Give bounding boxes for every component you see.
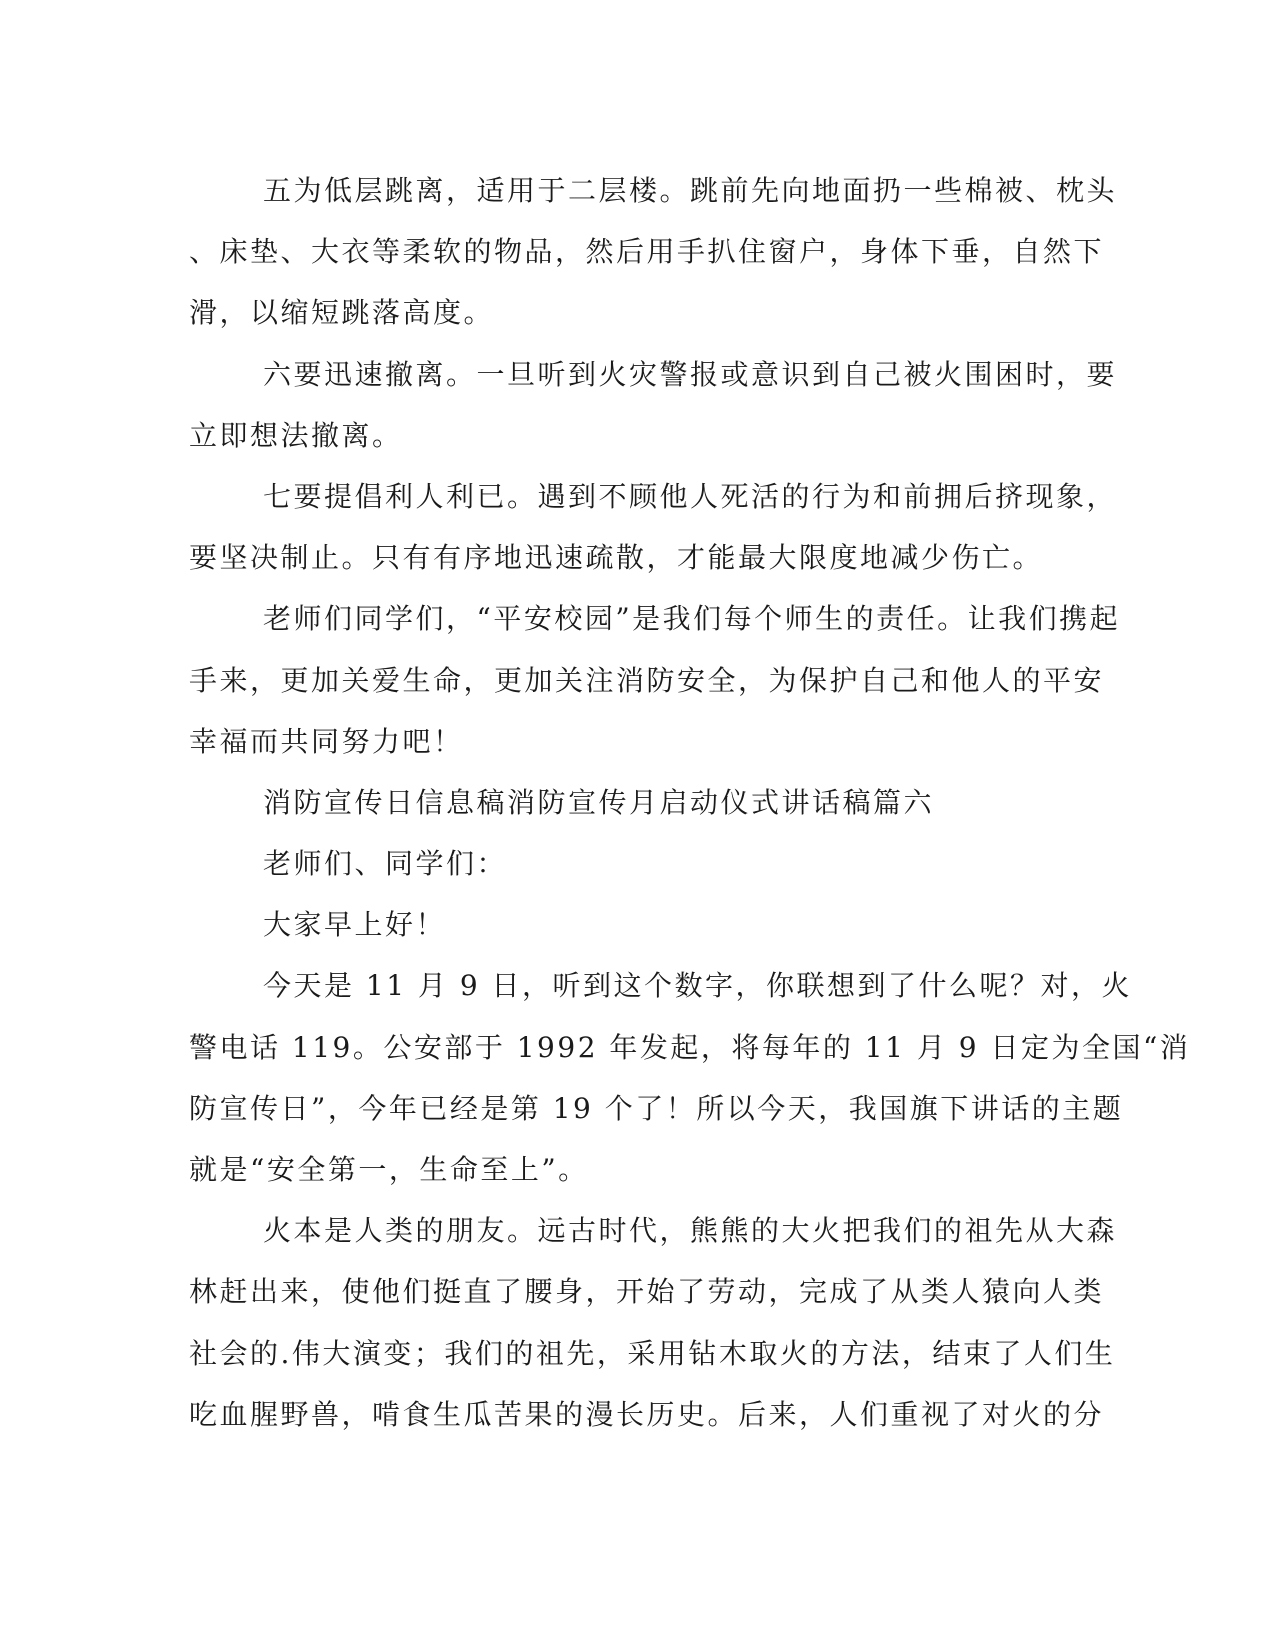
paragraph-line: 警电话 119。公安部于 1992 年发起，将每年的 11 月 9 日定为全国“消 — [189, 1030, 1191, 1064]
section-heading: 消防宣传日信息稿消防宣传月启动仪式讲话稿篇六 — [263, 785, 935, 819]
paragraph-line: 吃血腥野兽，啃食生瓜苦果的漫长历史。后来，人们重视了对火的分 — [189, 1397, 1105, 1431]
paragraph-line: 手来，更加关爱生命，更加关注消防安全，为保护自己和他人的平安 — [189, 663, 1105, 697]
paragraph-line: 防宣传日”，今年已经是第 19 个了！所以今天，我国旗下讲话的主题 — [189, 1091, 1124, 1125]
paragraph-line: 林赶出来，使他们挺直了腰身，开始了劳动，完成了从类人猿向人类 — [189, 1275, 1105, 1309]
paragraph-line: 幸福而共同努力吧！ — [189, 724, 464, 758]
paragraph-line: 立即想法撤离。 — [189, 418, 403, 452]
paragraph-line: 火本是人类的朋友。远古时代，熊熊的大火把我们的祖先从大森 — [263, 1214, 1118, 1248]
paragraph-line: 五为低层跳离，适用于二层楼。跳前先向地面扔一些棉被、枕头 — [263, 174, 1118, 207]
paragraph-line: 、床垫、大衣等柔软的物品，然后用手扒住窗户，身体下垂，自然下 — [189, 235, 1105, 269]
salutation: 老师们、同学们： — [263, 847, 508, 881]
greeting: 大家早上好！ — [263, 908, 447, 942]
paragraph-line: 七要提倡利人利已。遇到不顾他人死活的行为和前拥后挤现象， — [263, 479, 1118, 513]
paragraph-line: 六要迅速撤离。一旦听到火灾警报或意识到自己被火围困时，要 — [263, 357, 1118, 391]
paragraph-line: 社会的.伟大演变；我们的祖先，采用钻木取火的方法，结束了人们生 — [189, 1336, 1116, 1370]
paragraph-line: 今天是 11 月 9 日，听到这个数字，你联想到了什么呢？对，火 — [263, 969, 1133, 1003]
paragraph-line: 老师们同学们，“平安校园”是我们每个师生的责任。让我们携起 — [263, 602, 1121, 636]
paragraph-line: 滑，以缩短跳落高度。 — [189, 296, 495, 330]
paragraph-line: 要坚决制止。只有有序地迅速疏散，才能最大限度地减少伤亡。 — [189, 541, 1044, 575]
document-body — [189, 160, 1191, 1445]
paragraph-line: 就是“安全第一，生命至上”。 — [189, 1153, 589, 1186]
